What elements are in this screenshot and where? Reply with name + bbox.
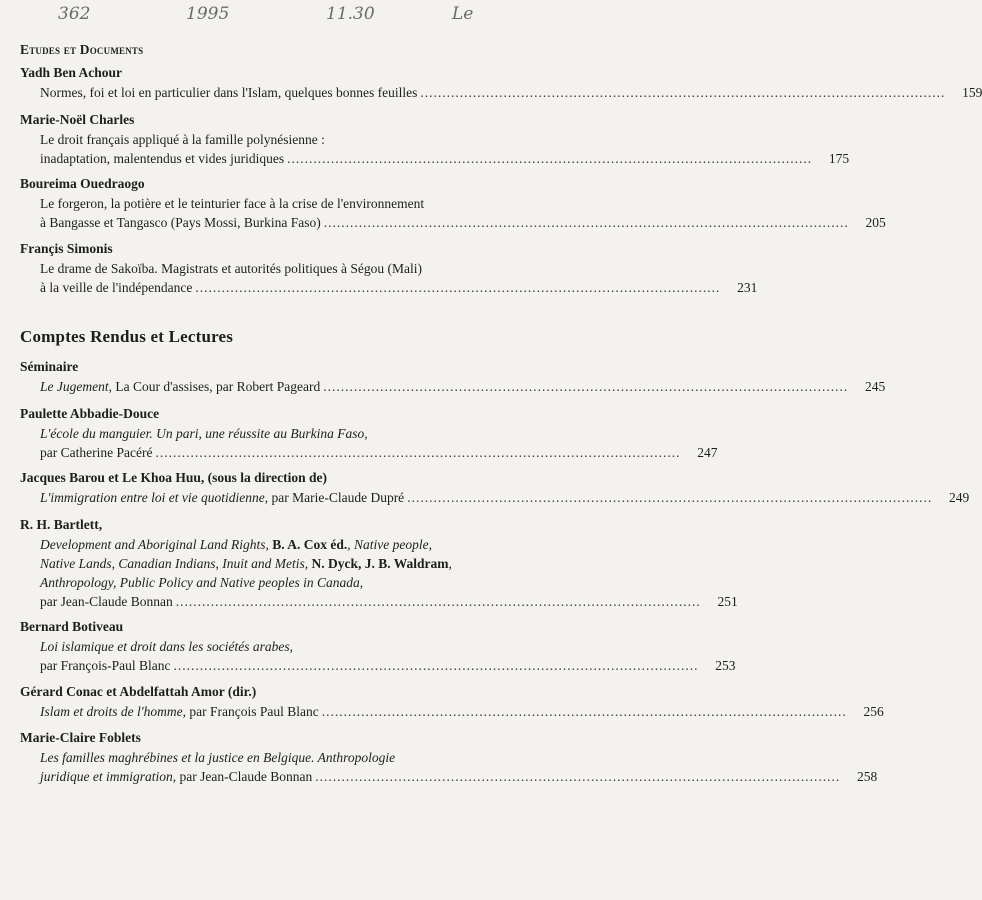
toc-entry <box>20 64 982 102</box>
entry-title-line <box>40 278 758 297</box>
dot-leader: ........................................................................................................................ <box>323 215 849 230</box>
entry-page-number: 256 <box>863 704 884 719</box>
entry-title-text: à la veille de l'indépendance <box>40 280 193 295</box>
entry-title-text: par Catherine Pacéré <box>40 445 153 460</box>
entry-title-italic: , Native people, <box>347 537 432 552</box>
entry-author: Yadh Ben Achour <box>20 65 123 80</box>
entry-title-line <box>40 377 886 396</box>
entry-author: Françis Simonis <box>20 241 113 256</box>
entry-title-text <box>40 702 319 721</box>
entry-author: Jacques Barou et Le Khoa Huu, (sous la direction de) <box>20 470 328 485</box>
handwritten-note-3: 11.30 <box>326 4 375 24</box>
toc-entry <box>20 358 886 396</box>
toc-entry <box>20 111 850 168</box>
handwritten-note-4: Le <box>452 4 474 24</box>
toc-entry <box>20 175 886 232</box>
entry-page-number: 251 <box>717 594 738 609</box>
entry-title-rest: , par Jean-Claude Bonnan <box>172 769 313 784</box>
entry-title-line: Le droit français appliqué à la famille polynésienne : <box>40 132 325 147</box>
dot-leader: ........................................................................................................................ <box>175 594 701 609</box>
entry-title-text <box>40 767 312 786</box>
entry-title-italic: juridique et immigration <box>40 769 173 784</box>
entry-editor-bold: N. Dyck, J. B. Waldram <box>311 556 449 571</box>
entry-title-line: Le forgeron, la potière et le teinturier face à la crise de l'environnement <box>40 196 425 211</box>
entry-title-rest: , La Cour d'assises, par Robert Pageard <box>108 379 321 394</box>
entry-title-italic: Islam et droits de l'homme <box>40 704 183 719</box>
dot-leader: ........................................................................................................................ <box>287 151 813 166</box>
entry-page-number: 258 <box>856 769 878 784</box>
toc-entry <box>20 469 970 507</box>
entry-author: Bernard Botiveau <box>20 619 124 634</box>
dot-leader: ........................................................................................................................ <box>321 704 847 719</box>
toc-entry <box>20 618 736 675</box>
toc-entry <box>20 405 718 462</box>
dot-leader: ........................................................................................................................ <box>315 769 841 784</box>
entry-title-line <box>40 702 884 721</box>
entry-author: Marie-Claire Foblets <box>20 730 141 745</box>
handwritten-note-1: 362 <box>58 4 91 24</box>
dot-leader: ........................................................................................................................ <box>323 379 849 394</box>
entry-author: Boureima Ouedraogo <box>20 176 145 191</box>
entry-title-italic: , <box>448 556 452 571</box>
entry-page-number: 245 <box>865 379 886 394</box>
section-title-comptes-rendus: Comptes Rendus et Lectures <box>20 327 234 346</box>
entry-author: R. H. Bartlett, <box>20 517 103 532</box>
entry-title-italic: L'immigration entre loi et vie quotidienne <box>40 490 265 505</box>
entry-title-line <box>40 535 536 554</box>
dot-leader: ........................................................................................................................ <box>195 280 721 295</box>
entry-page-number: 231 <box>737 280 758 295</box>
entry-title-line: Le drame de Sakoïba. Magistrats et autorités politiques à Ségou (Mali) <box>40 261 423 276</box>
entry-page-number: 159 <box>962 85 982 100</box>
section-title-etudes: Etudes et Documents <box>20 42 144 57</box>
toc-entry <box>20 729 878 786</box>
entry-title-line <box>40 149 850 168</box>
entry-author: Gérard Conac et Abdelfattah Amor (dir.) <box>20 684 257 699</box>
entry-page-number: 249 <box>948 490 970 505</box>
toc-entry <box>20 683 884 721</box>
entry-title-text: Normes, foi et loi en particulier dans l'Islam, quelques bonnes feuilles <box>40 85 418 100</box>
entry-editor-bold: B. A. Cox éd. <box>272 537 348 552</box>
handwritten-note-2: 1995 <box>186 4 230 24</box>
dot-leader: ........................................................................................................................ <box>407 490 933 505</box>
entry-title-line <box>40 443 718 462</box>
entry-title-text: par François-Paul Blanc <box>40 658 171 673</box>
entry-title-line <box>40 656 736 675</box>
entry-page-number: 205 <box>865 215 886 230</box>
entry-title-line <box>40 554 536 573</box>
entry-title-text <box>40 377 320 396</box>
entry-title-text: inadaptation, malentendus et vides juridiques <box>40 151 285 166</box>
entry-title-line <box>40 213 886 232</box>
entry-title-rest: , par Marie-Claude Dupré <box>264 490 405 505</box>
entry-title-italic: Native Lands, Canadian Indians, Inuit and Metis, <box>40 556 312 571</box>
entry-author: Marie-Noël Charles <box>20 112 135 127</box>
dot-leader: ........................................................................................................................ <box>173 658 699 673</box>
entry-page-number: 253 <box>715 658 736 673</box>
entry-title-line: Loi islamique et droit dans les sociétés arabes, <box>40 639 293 654</box>
entry-title-italic: Development and Aboriginal Land Rights, <box>40 537 273 552</box>
dot-leader: ........................................................................................................................ <box>155 445 681 460</box>
toc-entry <box>20 240 758 297</box>
entry-title-rest: , par François Paul Blanc <box>182 704 319 719</box>
toc-entry <box>20 516 738 611</box>
entry-title-italic: Le Jugement <box>40 379 109 394</box>
entry-title-line <box>40 488 970 507</box>
entry-author: Paulette Abbadie-Douce <box>20 406 160 421</box>
entry-page-number: 175 <box>828 151 850 166</box>
entry-author: Séminaire <box>20 359 79 374</box>
entry-title-line <box>40 83 982 102</box>
entry-title-line: Anthropology, Public Policy and Native peoples in Canada, <box>40 575 364 590</box>
entry-title-text: par Jean-Claude Bonnan <box>40 594 173 609</box>
entry-title-text <box>40 488 404 507</box>
entry-title-text: à Bangasse et Tangasco (Pays Mossi, Burkina Faso) <box>40 215 321 230</box>
entry-title-line: Les familles maghrébines et la justice en Belgique. Anthropologie <box>40 750 396 765</box>
entry-title-line <box>40 767 878 786</box>
entry-title-line: L'école du manguier. Un pari, une réussite au Burkina Faso, <box>40 426 368 441</box>
entry-page-number: 247 <box>697 445 718 460</box>
entry-title-line <box>40 592 738 611</box>
dot-leader: ........................................................................................................................ <box>420 85 946 100</box>
